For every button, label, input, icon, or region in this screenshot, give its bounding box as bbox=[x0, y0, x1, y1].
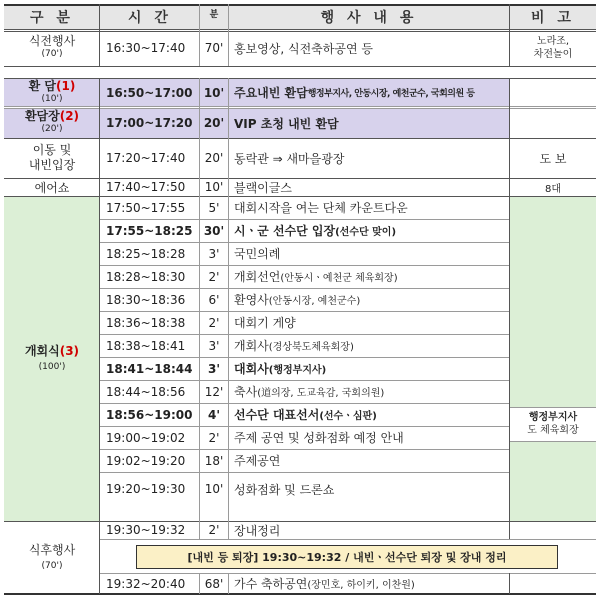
opening-row-time: 18:36~18:38 bbox=[106, 315, 186, 330]
opening-marker: (3) bbox=[59, 343, 80, 358]
opening-row-time: 18:56~19:00 bbox=[106, 407, 193, 422]
post-row1-content: 장내정리 bbox=[234, 523, 281, 538]
post-row2-content-main: 가수 축하공연 bbox=[234, 577, 308, 591]
grid-line bbox=[4, 106, 596, 107]
grid-line bbox=[4, 593, 596, 595]
opening-row-minutes: 18' bbox=[204, 453, 224, 468]
grid-line bbox=[199, 78, 200, 539]
grid-line bbox=[100, 426, 510, 427]
air-show-time: 17:40~17:50 bbox=[106, 180, 186, 194]
reception-duration: (10') bbox=[41, 93, 63, 104]
pre-ceremony-category bbox=[4, 30, 100, 66]
movement-time: 17:20~17:40 bbox=[106, 151, 186, 165]
reception-hall-time: 17:00~17:20 bbox=[106, 116, 193, 130]
reception-minutes: 10' bbox=[203, 85, 225, 100]
opening-row-content-main: 국민의례 bbox=[234, 247, 281, 261]
reception-content-detail: 행정부지사, 안동시장, 예천군수, 국회의원 등 bbox=[307, 89, 475, 99]
opening-row-minutes: 3' bbox=[207, 361, 221, 376]
opening-row-time: 18:44~18:56 bbox=[106, 384, 186, 399]
grid-line bbox=[100, 403, 510, 404]
pre-ceremony-minutes: 70' bbox=[204, 41, 224, 55]
grid-line bbox=[199, 4, 200, 66]
opening-row-minutes: 30' bbox=[203, 223, 225, 238]
opening-row-minutes: 10' bbox=[204, 482, 224, 496]
post-ceremony-duration: (70') bbox=[41, 560, 63, 571]
opening-row-minutes: 3' bbox=[208, 246, 220, 261]
movement-remark: 도 보 bbox=[539, 151, 567, 166]
air-show-minutes: 10' bbox=[204, 180, 224, 194]
grid-line bbox=[100, 265, 510, 266]
post-ceremony-category bbox=[4, 521, 100, 594]
reception-time: 16:50~17:00 bbox=[106, 85, 193, 100]
header-category: 구 분 bbox=[30, 10, 74, 26]
opening-row-content-detail: (道의장, 도교육감, 국회의원) bbox=[257, 388, 385, 399]
opening-row-content-main: 개회선언 bbox=[234, 270, 281, 284]
opening-row-content-detail: (선수단 맞이) bbox=[335, 227, 397, 238]
pre-ceremony-name: 식전행사 bbox=[28, 34, 76, 48]
exit-notice: [내빈 등 퇴장] 19:30~19:32 / 내빈ㆍ선수단 퇴장 및 장내 정리 bbox=[136, 545, 558, 569]
pre-ceremony-remark-line1: 노라조, bbox=[536, 36, 570, 47]
movement-category bbox=[4, 138, 100, 178]
opening-row-content-main: 환영사 bbox=[234, 293, 269, 307]
grid-line bbox=[509, 78, 510, 539]
movement-minutes: 20' bbox=[204, 151, 224, 165]
post-row2-content bbox=[234, 573, 510, 594]
opening-row-time: 17:55~18:25 bbox=[106, 223, 193, 238]
grid-line bbox=[510, 407, 596, 408]
grid-line bbox=[4, 108, 596, 109]
grid-line bbox=[4, 4, 596, 6]
opening-row-minutes: 3' bbox=[208, 338, 220, 353]
grid-line bbox=[100, 219, 510, 220]
header-minute: 분 bbox=[209, 9, 219, 20]
grid-line bbox=[100, 539, 596, 540]
opening-row-content-detail: (경상북도체육회장) bbox=[268, 342, 354, 353]
opening-remark bbox=[510, 407, 596, 441]
movement-content: 동락관 ⇒ 새마을광장 bbox=[234, 151, 345, 166]
opening-row-time: 18:28~18:30 bbox=[106, 269, 186, 284]
grid-line bbox=[4, 66, 596, 67]
grid-line bbox=[510, 441, 596, 442]
opening-row-time: 18:38~18:41 bbox=[106, 338, 186, 353]
grid-line bbox=[4, 29, 596, 30]
opening-row-time: 18:25~18:28 bbox=[106, 246, 186, 261]
pre-ceremony-duration: (70') bbox=[41, 49, 63, 59]
opening-row-content-main: 대회사 bbox=[234, 362, 269, 376]
movement-name-line1: 이동 및 bbox=[32, 143, 72, 157]
opening-row-content-main: 주제 공연 및 성화점화 예정 안내 bbox=[234, 431, 404, 445]
grid-line bbox=[4, 196, 596, 197]
grid-line bbox=[100, 573, 596, 574]
header-remarks: 비 고 bbox=[531, 10, 575, 26]
opening-row-content bbox=[234, 196, 510, 219]
opening-row-content-main: 시ㆍ군 선수단 입장 bbox=[234, 224, 336, 238]
opening-row-time: 17:50~17:55 bbox=[106, 200, 186, 215]
reception-category bbox=[4, 79, 100, 106]
opening-row-content-detail: (안동시ㆍ예천군 체육회장) bbox=[280, 273, 398, 284]
pre-ceremony-time: 16:30~17:40 bbox=[106, 41, 186, 55]
grid-line bbox=[509, 4, 510, 66]
opening-duration: (100') bbox=[38, 361, 66, 372]
opening-row-minutes: 4' bbox=[207, 407, 221, 422]
opening-remark-line1: 행정부지사 bbox=[528, 412, 578, 423]
pre-ceremony-remark bbox=[510, 30, 596, 66]
opening-row-time: 19:02~19:20 bbox=[106, 453, 186, 468]
opening-row-content bbox=[234, 265, 510, 288]
opening-row-minutes: 2' bbox=[208, 269, 220, 284]
opening-row-time: 18:30~18:36 bbox=[106, 292, 186, 307]
header-content: 행 사 내 용 bbox=[320, 10, 418, 26]
opening-row-content bbox=[234, 288, 510, 311]
pre-ceremony-remark-line2: 차전놀이 bbox=[533, 49, 573, 60]
grid-line bbox=[99, 4, 100, 66]
grid-line bbox=[99, 78, 100, 594]
post-row2-content-detail: (장민호, 하이키, 이찬원) bbox=[307, 580, 415, 591]
opening-row-content-detail: (안동시장, 예천군수) bbox=[268, 296, 361, 307]
grid-line bbox=[228, 4, 229, 66]
opening-row-content-detail: (선수ㆍ심판) bbox=[319, 411, 377, 422]
grid-line bbox=[100, 242, 510, 243]
header-time: 시 간 bbox=[128, 10, 172, 26]
reception-hall-marker: (2) bbox=[59, 109, 80, 123]
reception-marker: (1) bbox=[56, 79, 76, 93]
grid-line bbox=[509, 573, 510, 594]
grid-line bbox=[100, 334, 510, 335]
grid-line bbox=[4, 78, 596, 79]
reception-hall-content: VIP 초청 내빈 환담 bbox=[234, 116, 339, 131]
movement-name-line2: 내빈입장 bbox=[28, 158, 76, 172]
opening-row-minutes: 2' bbox=[208, 315, 220, 330]
opening-row-minutes: 5' bbox=[208, 200, 220, 215]
grid-line bbox=[4, 178, 596, 179]
opening-category bbox=[4, 196, 100, 521]
opening-row-time: 19:20~19:30 bbox=[106, 482, 186, 496]
reception-hall-minutes: 20' bbox=[203, 116, 225, 130]
reception-hall-name: 환담장 bbox=[24, 109, 60, 123]
opening-row-content bbox=[234, 311, 510, 334]
grid-line bbox=[199, 573, 200, 594]
grid-line bbox=[100, 311, 510, 312]
post-row1-time: 19:30~19:32 bbox=[106, 523, 186, 537]
grid-line bbox=[228, 78, 229, 539]
reception-hall-category bbox=[4, 108, 100, 138]
opening-row-content-main: 선수단 대표선서 bbox=[234, 408, 320, 422]
pre-ceremony-content: 홍보영상, 식전축하공연 등 bbox=[234, 41, 373, 56]
post-row2-minutes: 68' bbox=[204, 576, 224, 591]
opening-row-content-main: 대회기 게양 bbox=[234, 316, 296, 330]
opening-row-content-detail: (행정부지사) bbox=[268, 365, 327, 376]
grid-line bbox=[100, 357, 510, 358]
reception-name: 환 담 bbox=[28, 79, 57, 93]
schedule-table bbox=[4, 4, 596, 594]
opening-row-content-main: 주제공연 bbox=[234, 454, 281, 468]
opening-remark-line2: 도 체육회장 bbox=[527, 425, 579, 436]
opening-row-content-main: 개회사 bbox=[234, 339, 269, 353]
opening-row-content-main: 대회시작을 여는 단체 카운트다운 bbox=[234, 201, 408, 215]
post-row2-time: 19:32~20:40 bbox=[106, 576, 186, 591]
opening-row-time: 19:00~19:02 bbox=[106, 430, 186, 445]
grid-line bbox=[100, 288, 510, 289]
opening-row-content bbox=[234, 380, 510, 403]
air-show-content: 블랙이글스 bbox=[234, 180, 292, 195]
opening-row-minutes: 2' bbox=[208, 430, 220, 445]
post-row1-minutes: 2' bbox=[208, 523, 220, 537]
post-ceremony-name: 식후행사 bbox=[28, 542, 76, 557]
opening-row-content-main: 성화점화 및 드론쇼 bbox=[234, 482, 335, 497]
opening-row-minutes: 12' bbox=[204, 384, 224, 399]
opening-row-content-main: 축사 bbox=[234, 385, 258, 399]
opening-row-content bbox=[234, 449, 510, 472]
grid-line bbox=[100, 472, 510, 473]
air-show-category: 에어쇼 bbox=[34, 180, 70, 195]
opening-row-content bbox=[234, 426, 510, 449]
opening-row-content bbox=[234, 242, 510, 265]
reception-hall-duration: (20') bbox=[41, 124, 63, 134]
reception-content bbox=[234, 79, 510, 106]
grid-line bbox=[4, 31, 596, 32]
grid-line bbox=[100, 380, 510, 381]
grid-line bbox=[228, 573, 229, 594]
grid-line bbox=[4, 138, 596, 139]
opening-row-minutes: 6' bbox=[208, 292, 220, 307]
opening-row-content bbox=[234, 334, 510, 357]
opening-name: 개회식 bbox=[24, 343, 60, 358]
opening-row-content bbox=[234, 472, 510, 506]
grid-line bbox=[100, 449, 510, 450]
opening-row-content bbox=[234, 357, 510, 380]
air-show-remark: 8대 bbox=[544, 183, 562, 195]
opening-row-content bbox=[234, 403, 510, 426]
opening-row-content bbox=[234, 219, 510, 242]
grid-line bbox=[4, 521, 596, 522]
reception-content-main: 주요내빈 환담 bbox=[234, 86, 308, 100]
opening-row-time: 18:41~18:44 bbox=[106, 361, 193, 376]
